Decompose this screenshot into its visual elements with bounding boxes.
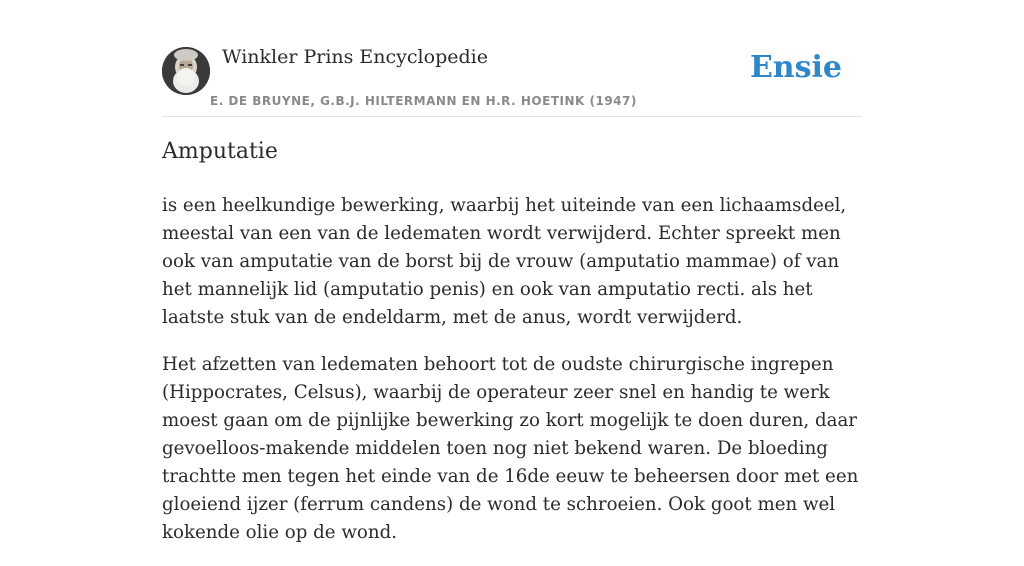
author-avatar[interactable] <box>162 47 210 95</box>
source-title[interactable]: Winkler Prins Encyclopedie <box>222 46 488 68</box>
source-header <box>162 40 862 117</box>
article-body <box>162 192 872 566</box>
source-authors: E. DE BRUYNE, G.B.J. HILTERMANN EN H.R. HOETINK (1947) <box>210 94 637 108</box>
brand-logo[interactable]: Ensie <box>749 50 842 85</box>
article-paragraph: Het afzetten van ledematen behoort tot de oudste chirurgische ingrepen (Hippocrates, Celsus), waarbij de operateur zeer snel en handig te werk moest gaan om de pijnlijke bewerking zo kort mogelijk te doen duren, daar gevoelloos-makende middelen toen nog niet bekend waren. De bloeding trachtte men tegen het einde van de 16de eeuw te beheersen door met een gloeiend ijzer (ferrum candens) de wond te schroeien. Ook goot men wel kokende olie op de wond. <box>162 354 859 543</box>
author-portrait-image <box>162 47 210 95</box>
article-title: Amputatie <box>162 139 278 164</box>
article-paragraph: is een heelkundige bewerking, waarbij het uiteinde van een lichaamsdeel, meestal van een van de ledematen wordt verwijderd. Echter spreekt men ook van amputatie van de borst bij de vrouw (amputatio mammae) of van het mannelijk lid (amputatio penis) en ook van amputatio recti. als het laatste stuk van de endeldarm, met de anus, wordt verwijderd. <box>162 195 847 328</box>
